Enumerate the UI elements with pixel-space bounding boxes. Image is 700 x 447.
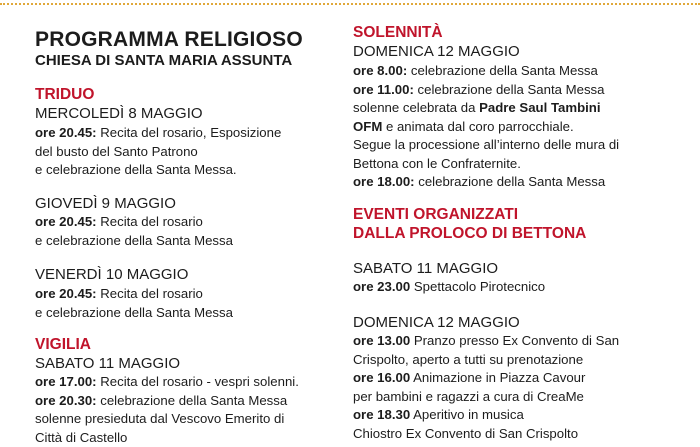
celebrant-name: Padre Saul Tambini — [479, 100, 600, 115]
entry-line — [35, 213, 233, 232]
entry-line: Segue la processione all’interno delle mura di — [353, 136, 619, 155]
eventi-sabato-entry — [353, 278, 545, 297]
vigilia-date: SABATO 11 MAGGIO — [35, 355, 180, 372]
entry-text: Recita del rosario - vespri solenni. — [97, 374, 299, 389]
entry-text: Spettacolo Pirotecnico — [410, 279, 545, 294]
time-label: ore 13.00 — [353, 333, 410, 348]
entry-line: Chiostro Ex Convento di San Crispolto — [353, 425, 619, 444]
celebrant-order: OFM — [353, 119, 382, 134]
vigilia-heading: VIGILIA — [35, 336, 91, 354]
eventi-heading-line1: EVENTI ORGANIZZATI — [353, 206, 518, 224]
solennita-date: DOMENICA 12 MAGGIO — [353, 43, 520, 60]
time-label: ore 20.30: — [35, 393, 97, 408]
entry-line: Crispolto, aperto a tutti su prenotazione — [353, 351, 619, 370]
entry-line: e celebrazione della Santa Messa — [35, 304, 233, 323]
entry-line: e celebrazione della Santa Messa. — [35, 161, 281, 180]
entry-text: e animata dal coro parrocchiale. — [382, 119, 573, 134]
entry-line — [353, 81, 619, 100]
entry-line — [353, 278, 545, 297]
entry-line: Bettona con le Confraternite. — [353, 155, 619, 174]
entry-line — [35, 124, 281, 143]
entry-line — [35, 373, 299, 392]
eventi-domenica-date: DOMENICA 12 MAGGIO — [353, 314, 520, 331]
entry-line — [35, 285, 233, 304]
entry-line — [353, 99, 619, 118]
time-label: ore 8.00: — [353, 63, 407, 78]
entry-line — [353, 332, 619, 351]
entry-line — [353, 118, 619, 137]
time-label: ore 20.45: — [35, 125, 97, 140]
entry-line: solenne presieduta dal Vescovo Emerito di — [35, 410, 299, 429]
time-label: ore 17.00: — [35, 374, 97, 389]
entry-line — [353, 173, 619, 192]
time-label: ore 18.00: — [353, 174, 415, 189]
entry-text: Recita del rosario — [97, 286, 203, 301]
eventi-domenica-entry — [353, 332, 619, 443]
time-label: ore 23.00 — [353, 279, 410, 294]
entry-line — [353, 62, 619, 81]
entry-line — [353, 406, 619, 425]
time-label: ore 20.45: — [35, 286, 97, 301]
triduo-day2-entry — [35, 213, 233, 250]
triduo-day3-entry — [35, 285, 233, 322]
time-label: ore 20.45: — [35, 214, 97, 229]
program-title: PROGRAMMA RELIGIOSO — [35, 28, 303, 52]
entry-line: e celebrazione della Santa Messa — [35, 232, 233, 251]
triduo-heading: TRIDUO — [35, 86, 94, 104]
entry-text: Animazione in Piazza Cavour — [410, 370, 585, 385]
entry-text: Recita del rosario, Esposizione — [97, 125, 282, 140]
entry-text: Pranzo presso Ex Convento di San — [410, 333, 619, 348]
triduo-day3-date: VENERDÌ 10 MAGGIO — [35, 266, 188, 283]
entry-text: Recita del rosario — [97, 214, 203, 229]
triduo-day2-date: GIOVEDÌ 9 MAGGIO — [35, 195, 176, 212]
top-dotted-rule — [0, 3, 700, 5]
entry-line — [353, 369, 619, 388]
entry-line: per bambini e ragazzi a cura di CreaMe — [353, 388, 619, 407]
entry-line: Città di Castello — [35, 429, 299, 447]
time-label: ore 18.30 — [353, 407, 410, 422]
entry-text: solenne celebrata da — [353, 100, 479, 115]
program-subtitle: CHIESA DI SANTA MARIA ASSUNTA — [35, 52, 292, 69]
entry-line — [35, 392, 299, 411]
triduo-day1-date: MERCOLEDÌ 8 MAGGIO — [35, 105, 203, 122]
eventi-sabato-date: SABATO 11 MAGGIO — [353, 260, 498, 277]
time-label: ore 16.00 — [353, 370, 410, 385]
entry-text: Aperitivo in musica — [410, 407, 524, 422]
vigilia-entry — [35, 373, 299, 447]
entry-text: celebrazione della Santa Messa — [415, 174, 606, 189]
triduo-day1-entry — [35, 124, 281, 180]
entry-line: del busto del Santo Patrono — [35, 143, 281, 162]
entry-text: celebrazione della Santa Messa — [97, 393, 288, 408]
eventi-heading-line2: DALLA PROLOCO DI BETTONA — [353, 225, 586, 243]
time-label: ore 11.00: — [353, 82, 414, 97]
entry-text: celebrazione della Santa Messa — [414, 82, 605, 97]
solennita-heading: SOLENNITÀ — [353, 24, 443, 42]
solennita-entry — [353, 62, 619, 192]
entry-text: celebrazione della Santa Messa — [407, 63, 598, 78]
